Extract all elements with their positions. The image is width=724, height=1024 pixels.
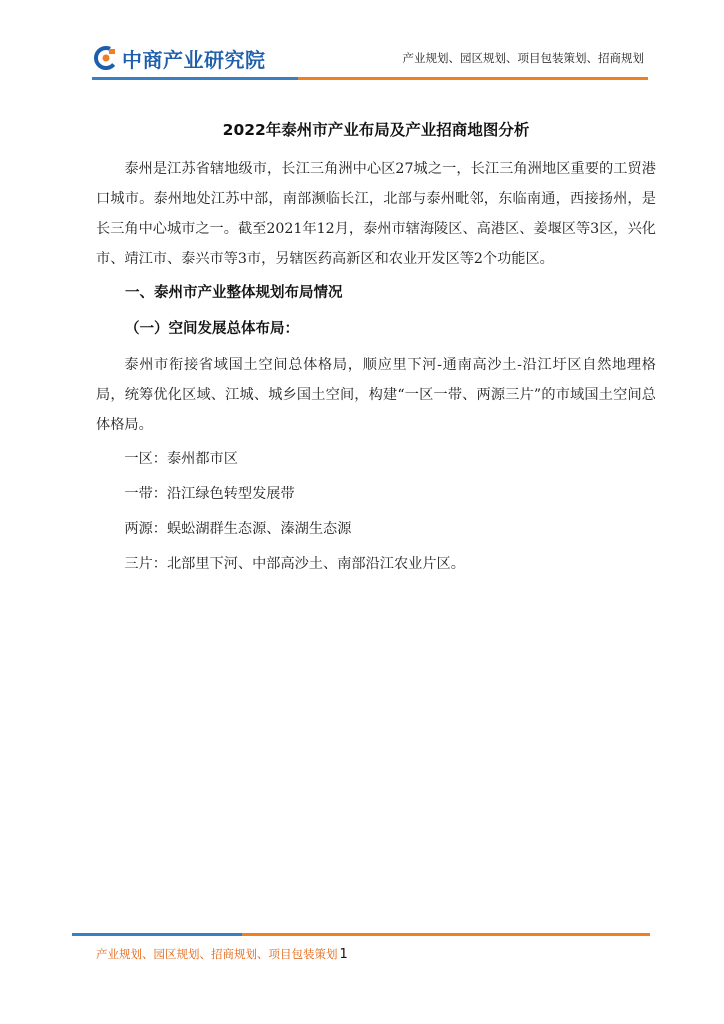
subsection-paragraph: 泰州市衔接省域国土空间总体格局，顺应里下河-通南高沙土-沿江圩区自然地理格局，统筹优化区域、江城、城乡国土空间，构建“一区一带、两源三片”的市域国土空间总体格局。: [96, 357, 656, 433]
footer-divider-orange: [242, 933, 650, 936]
section-heading: 一、泰州市产业整体规划布局情况: [125, 285, 343, 301]
document-title: 2022年泰州市产业布局及产业招商地图分析: [222, 121, 530, 139]
list-item: 一区：泰州都市区: [124, 451, 238, 467]
intro-paragraph: 泰州是江苏省辖地级市，长江三角洲中心区27城之一，长江三角洲地区重要的工贸港口城市。泰州地处江苏中部，南部濒临长江，北部与泰州毗邻，东临南通，西接扬州，是长三角中心城市之一。截至2021年12月，泰州市辖海陵区、高港区、姜堰区等3区，兴化市、靖江市、泰兴市等3市，另辖医药高新区和农业开发区等2个功能区。: [96, 161, 656, 267]
page-header: [0, 0, 724, 90]
header-tagline: 产业规划、园区规划、项目包装策划、招商规划: [402, 51, 644, 65]
company-logo: [94, 44, 266, 72]
footer-divider-blue: [72, 933, 242, 936]
logo-text: 中商产业研究院: [122, 47, 266, 72]
header-divider-orange: [298, 77, 648, 80]
subsection-heading: （一）空间发展总体布局：: [125, 321, 299, 337]
page-footer: [96, 946, 348, 962]
list-item: 一带：沿江绿色转型发展带: [124, 486, 295, 502]
logo-mark-icon: [94, 46, 118, 70]
footer-tagline: 产业规划、园区规划、招商规划、项目包装策划: [96, 947, 338, 961]
list-item: 三片：北部里下河、中部高沙土、南部沿江农业片区。: [124, 556, 465, 572]
list-item: 两源：蜈蚣湖群生态源、溱湖生态源: [124, 521, 352, 537]
header-divider-blue: [92, 77, 298, 80]
document-body: [96, 118, 656, 584]
page-number: 1: [339, 947, 348, 962]
